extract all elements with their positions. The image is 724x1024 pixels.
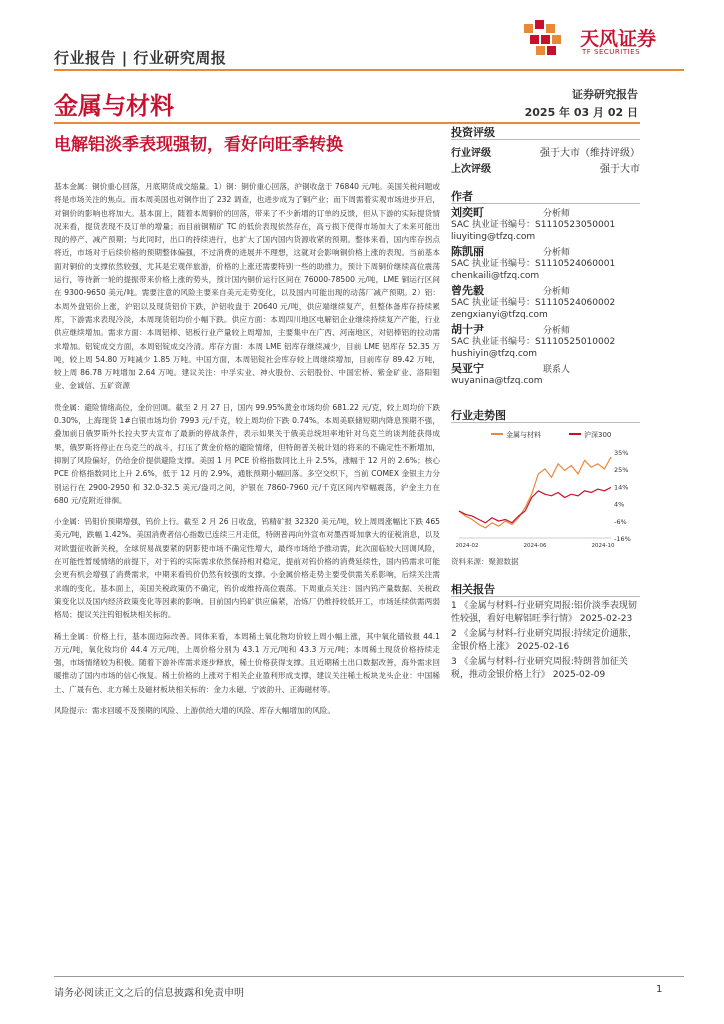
paragraph-base-metals: 基本金属：铜价重心回落，月底期货成交缩量。1）铜：铜价重心回落，沪铜收盘于 76840 元/吨。美国关税问题或将是市场关注的焦点。而本周美国也对铜作出了 232 调查，也进步成为了铜产业；而下周需着实观市场进步开启，对铜价的影响也将加大。基本面上，随着本周铜价的回落，带来了不少新增的订单的反馈，但从下游的实际提货情况来看，提货表现不及订单的增量；而目前铜精矿 TC 的低价表现依然存在，高亏损下使得市场加大了未来可能出现的停产、减产预期；与此同时，出口的持续进行，也扩大了国内国内货源收紧的预期。整体来看，国内库存拐点将近，市场对于后续价格的预期整体偏强，不过消费的进展并不理想，这就对会影响铜价格上涨的表现。当前基本面对铜价的支撑依然较强，尤其是宏观伴旅游，价格的上涨还需要特别一些的助推力，预计下周铜价继续高位震荡运行，等待新一轮的提振带来价格上涨的势头，预计国内铜价运行区间在 76000-78500 元/吨，LME 铜运行区间在 9300-9650 美元/吨。需要注意的风险主要来自美元走势变化，以及国内可能出现的动荡厂减产预期。2）铝：本周外盘铝价上涨，沪铝以及现货铝价下跌，沪铝收盘于 20640 元/吨，供应端继续复产，但整体备库存持续累库，下游需求表现冷淡，本周现货铝均价小幅下跌。供应方面：本周四川地区电解铝企业继续持续复产产能，行业供应继续增加。需求方面：本周铝棒、铝板行业产量较上周增加，主要集中在广西、河南地区，对铝棒铝的拉动需求增加。铝锭成交方面，本周铝锭成交冷清。库存方面：本周 LME 铝库存继续减少，目前 LME 铝库存 52.35 万吨，较上周 54.80 万吨减少 1.85 万吨。中国方面，本周铝锭社会库存较上周继续增加，目前库存 89.42 万吨，较上周 86.78 万吨增加 2.64 万吨。建议关注：中孚实业、神火股份、云铝股份、中国宏桥、紫金矿业、洛阳钼业、金诚信、五矿资源 [54,182,440,391]
brand-name: 天风证券 [580,28,657,50]
headline: 电解铝淡季表现强韧，看好向旺季转换 [54,135,343,155]
related-item[interactable]: 1 《金属与材料-行业研究周报:铝价淡季表现韧性较强，看好电解铝旺季行情》 2025-02-23 [451,601,637,624]
report-category: 行业报告 | 行业研究周报 [54,49,227,67]
author-role: 分析师 [543,326,571,336]
author-block [451,246,640,282]
y-tick-label: 35% [614,449,629,457]
author-email[interactable]: liuyiting@tfzq.com [451,232,536,242]
author-name: 吴亚宁 [451,362,484,375]
report-date: 2025 年 03 月 02 日 [524,106,638,119]
author-block [451,207,640,243]
related-item[interactable]: 2 《金属与材料-行业研究周报:持续定价通胀，金银价格上涨》 2025-02-16 [451,629,637,652]
body-text [54,180,440,725]
paragraph-risk: 风险提示：需求回暖不及预期的风险、上游供给大增的风险、库存大幅增加的风险。 [54,705,335,715]
author-email[interactable]: hushiyin@tfzq.com [451,349,538,359]
author-role: 分析师 [543,248,571,258]
related-title: 相关报告 [451,583,495,596]
author-role: 分析师 [543,209,571,219]
author-block [451,363,640,387]
author-cert: SAC 执业证书编号：S1110523050001 [451,220,616,230]
footer-disclaimer: 请务必阅读正文之后的信息披露和免责申明 [54,988,244,999]
author-email[interactable]: wuyanina@tfzq.com [451,376,543,386]
footer-rule [54,976,684,977]
author-cert: SAC 执业证书编号：S1110524060002 [451,298,616,308]
authors-rule [451,203,640,204]
report-type: 证券研究报告 [572,88,638,101]
brand-sub: TF SECURITIES [582,48,641,56]
legend-label: 沪深300 [584,431,612,439]
author-cert: SAC 执业证书编号：S1110524060001 [451,259,616,269]
author-email[interactable]: zengxianyi@tfzq.com [451,310,548,320]
rating-value: 强于大市 [600,164,640,175]
title-divider [54,122,640,124]
trend-chart [451,426,641,552]
chart-source: 资料来源：聚源数据 [451,557,519,566]
author-cert: SAC 执业证书编号：S1110525010002 [451,337,616,347]
plot-area [456,449,631,549]
y-tick-label: -6% [614,517,627,526]
author-role: 联系人 [543,365,571,375]
y-tick-label: 25% [614,466,629,475]
x-tick-label: 2024-06 [523,543,547,549]
rating-label: 上次评级 [451,164,491,175]
author-name: 陈凯丽 [451,245,484,258]
rating-title: 投资评级 [451,126,495,139]
paragraph-rare-earth: 稀土金属：价格上行，基本面边际改善。同体来看，本周稀土氧化物均价较上周小幅上涨，其中氧化镨钕报 44.1 万元/吨，氧化钕均价 44.4 万元/吨，上周价格分别为 43.1 万元/吨和 43.3 万元/吨；本周稀土现货价格持续走强，市场情绪较为积极。随着下游补库需求逐步释放，稀土价格获得支撑。且近期稀土出口数据改善，海外需求回暖推动了国内市场的信心恢复。稀土价格的上涨对于相关企业盈利形成支撑，建议关注稀土板块龙头企业：中国稀土、广晟有色、北方稀土及磁材板块相关标的：金力永磁、宁波韵升、正海磁材等。 [54,631,440,694]
y-tick-label: 4% [614,500,625,509]
header-divider [54,69,684,71]
author-role: 分析师 [543,287,571,297]
y-tick-label: 14% [614,483,629,492]
brand-logo [520,20,685,60]
authors-title: 作者 [451,190,473,203]
legend-label: 金属与材料 [506,431,541,439]
author-block [451,324,640,360]
chart-rule [451,422,640,423]
series-line-1 [459,487,611,522]
related-rule [451,596,640,597]
rating-label: 行业评级 [451,148,491,159]
series-line-0 [459,457,611,528]
chart-legend [491,430,611,439]
rating-rule [451,139,640,140]
author-block [451,285,640,321]
author-name: 胡十尹 [451,323,484,336]
x-tick-label: 2024-10 [591,543,615,549]
author-name: 曾先毅 [451,284,484,297]
related-item[interactable]: 3 《金属与材料-行业研究周报:特朗普加征关税，推动金银价格上行》 2025-02-09 [451,657,628,680]
brand-logo-icon [520,20,572,60]
author-email[interactable]: chenkaili@tfzq.com [451,271,540,281]
page-number: 1 [656,984,663,995]
paragraph-precious-metals: 贵金属：避险情绪高位，金价回调。截至 2 月 27 日，国内 99.95%黄金市场均价 681.22 元/克，较上周均价下跌 0.30%，上海现货 1#白银市场均价 7993 元/千克，较上周均价下跌 0.74%。本周美联储短期内降息预期不强，叠加前日俄罗斯外长拉夫罗夫宣布了最新的停战条件，表示如果关于俄美总统坦率地针对乌克兰的谈判能获得成果，俄罗斯将停止在乌克兰的战斗，打压了黄金价格的避险情绪，但特朗普关税计划的将来的不确定性不断增加，抑制了风险偏好，仍给金价提供避险支撑。美国 1 月 PCE 价格指数同比上升 2.5%，涨幅于 12 月的 2.6%；核心 PCE 价格指数同比上升 2.6%，低于 12 月的 2.9%，通胀预期小幅回落。多空交织下，当前 COMEX 金银主力分别运行在 2900-2950 和 32.0-32.5 美元/盎司之间，沪银在 7860-7960 元/千克区间内窄幅震荡，沪金主力在 680 元/克附近徘徊。 [54,402,440,505]
rating-value: 强于大市（维持评级） [540,148,640,159]
y-tick-label: -16% [614,535,631,543]
related-list [451,600,640,684]
sector-title: 金属与材料 [54,92,174,120]
paragraph-minor-metals: 小金属：钨钼价预期增强，钨价上行。截至 2 月 26 日收盘，钨精矿报 32320 美元/吨，较上周周涨幅比下跌 465 美元/吨，跌幅 1.42%。美国消费者信心指数已连续三月走低，特朗普再向外宣布对墨西哥加拿大的征税消息，以及对欧盟征收新关税，全球贸易战要紧的阴影使市场不确定性增大，最终市场给予推动需，此次面临较大回调风险，在可能性暂缓情绪的前提下，对于钨的实际需求依然保持相对稳定，提前对钨价格的消费延续性，国内钨需求可能会更有机会增强了消费需求，中期来看钨价仍然有较强的支撑。小金属价格走势主要受供需关系影响，后续关注需求端的变化。基本面上，美国关税政策仍不确定，钨价或维持高位震荡。下周重点关注：国内钨产量数据、关税政策变化以及国内经济政策变化等因素的影响。目前国内钨矿供应偏紧，冶炼厂仍维持较低开工，市场延续供需两弱格局；提议关注钨钼板块相关标的。 [54,517,440,620]
x-tick-label: 2024-02 [455,543,479,549]
author-name: 刘奕町 [451,206,484,219]
chart-section-title: 行业走势图 [451,409,506,422]
